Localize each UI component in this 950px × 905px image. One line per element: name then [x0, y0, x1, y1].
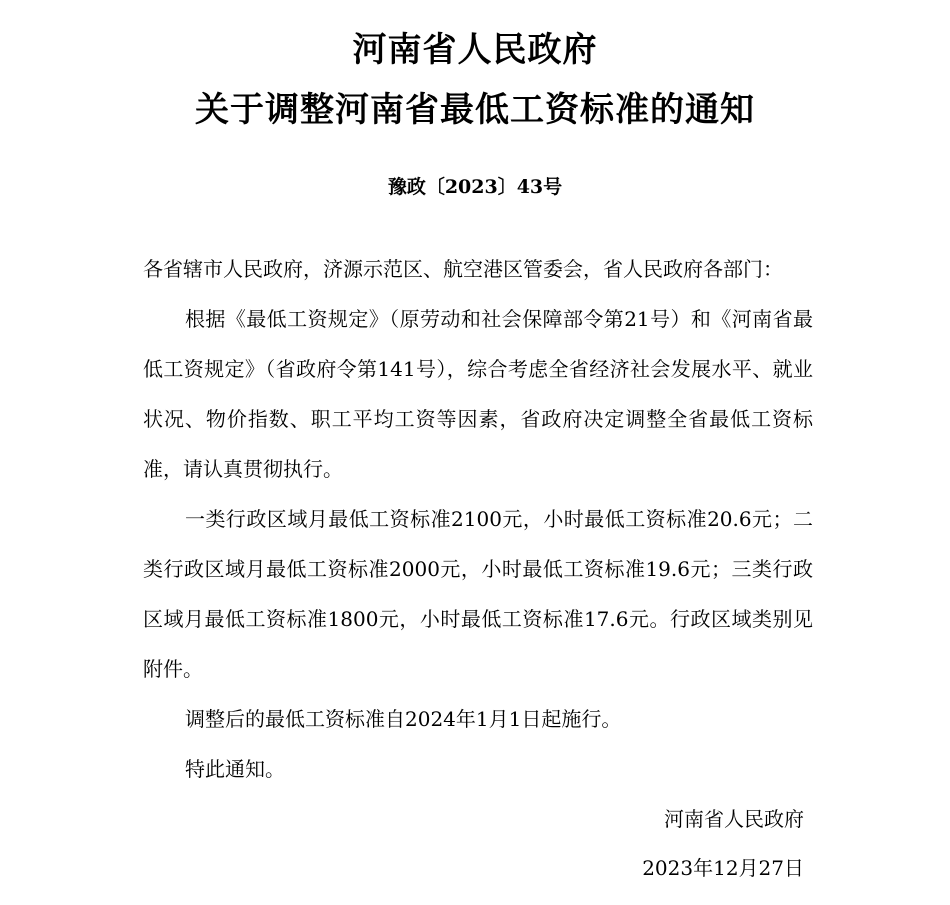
document-body [143, 244, 813, 794]
signature-date: 2023年12月27日 [642, 856, 804, 880]
paragraph-effective-date: 调整后的最低工资标准自2024年1月1日起施行。 [185, 707, 622, 731]
paragraph-basis: 根据《最低工资规定》（原劳动和社会保障部令第21号）和《河南省最低工资规定》（省政府令第141号），综合考虑全省经济社会发展水平、就业状况、物价指数、职工平均工资等因素，省政府决定调整全省最低工资标准，请认真贯彻执行。 [143, 307, 813, 481]
signature-organization: 河南省人民政府 [664, 807, 804, 831]
salutation: 各省辖市人民政府，济源示范区、航空港区管委会，省人民政府各部门： [143, 257, 783, 281]
paragraph-wage-standards: 一类行政区域月最低工资标准2100元，小时最低工资标准20.6元；二类行政区域月最低工资标准2000元，小时最低工资标准19.6元；三类行政区域月最低工资标准1800元，小时最低工资标准17.6元。行政区域类别见附件。 [143, 507, 813, 681]
document-title-line-2: 关于调整河南省最低工资标准的通知 [195, 90, 755, 130]
document-number: 豫政〔2023〕43号 [387, 176, 563, 198]
document-title-line-1: 河南省人民政府 [352, 30, 598, 70]
paragraph-closing: 特此通知。 [185, 757, 285, 781]
